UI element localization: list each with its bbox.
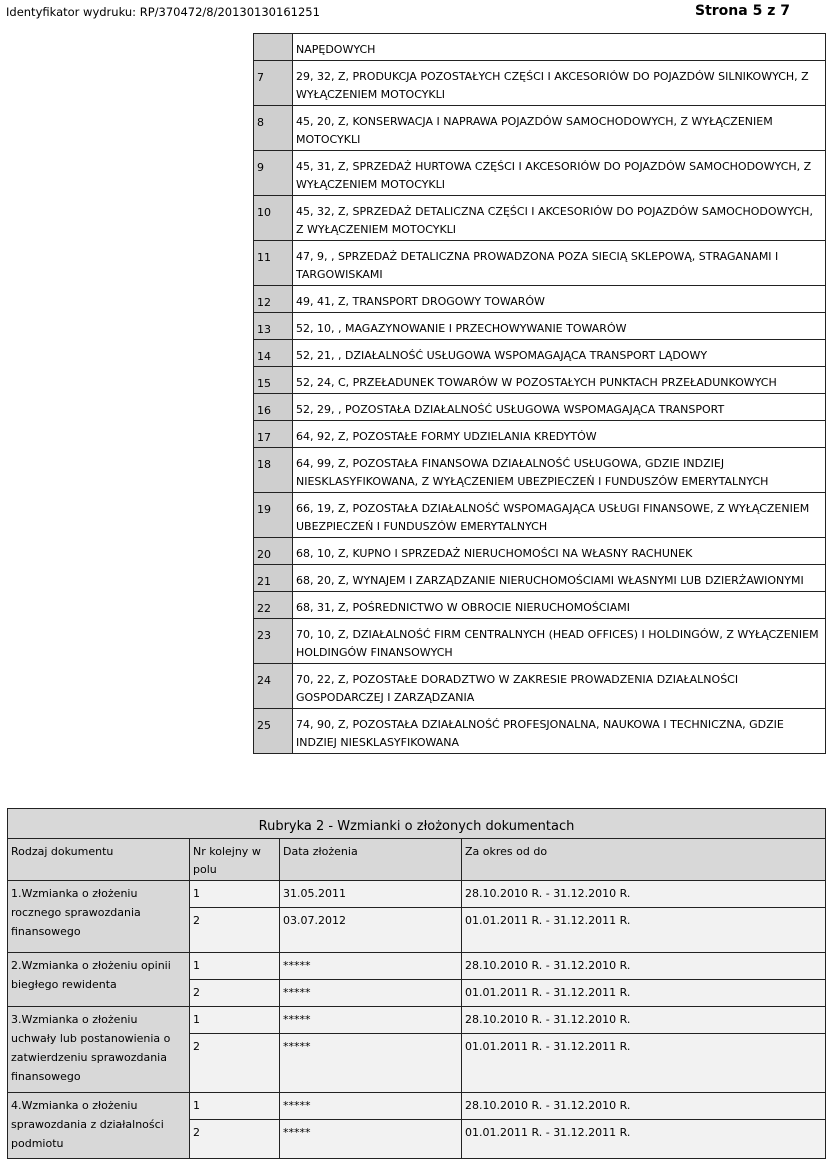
period-range: 01.01.2011 R. - 31.12.2011 R. [462, 908, 826, 953]
filing-date: ***** [280, 1007, 462, 1034]
page-number: Strona 5 z 7 [695, 3, 790, 19]
activity-description: 52, 21, , DZIAŁALNOŚĆ USŁUGOWA WSPOMAGAJĄCA TRANSPORT LĄDOWY [293, 340, 826, 367]
table-row [254, 151, 826, 196]
activity-description: 52, 10, , MAGAZYNOWANIE I PRZECHOWYWANIE TOWARÓW [293, 313, 826, 340]
document-type-label: 3.Wzmianka o złożeniu uchwały lub postanowienia o zatwierdzeniu sprawozdania finansowego [8, 1007, 190, 1093]
table-row [254, 367, 826, 394]
filing-date: ***** [280, 1120, 462, 1159]
activity-description: 45, 31, Z, SPRZEDAŻ HURTOWA CZĘŚCI I AKCESORIÓW DO POJAZDÓW SAMOCHODOWYCH, Z WYŁĄCZENIEM MOTOCYKLI [293, 151, 826, 196]
sequence-number: 2 [190, 908, 280, 953]
sequence-number: 2 [190, 1034, 280, 1093]
row-number: 21 [254, 565, 293, 592]
document-type-label: 4.Wzmianka o złożeniu sprawozdania z działalności podmiotu [8, 1093, 190, 1159]
row-number: 8 [254, 106, 293, 151]
continuation-text: NAPĘDOWYCH [293, 34, 826, 61]
sequence-number: 1 [190, 1093, 280, 1120]
activity-description: 52, 24, C, PRZEŁADUNEK TOWARÓW W POZOSTAŁYCH PUNKTACH PRZEŁADUNKOWYCH [293, 367, 826, 394]
rubryka-2-table [7, 808, 826, 1159]
table-title-row [8, 809, 826, 839]
period-range: 01.01.2011 R. - 31.12.2011 R. [462, 1120, 826, 1159]
rubryka-2-title: Rubryka 2 - Wzmianki o złożonych dokumentach [8, 809, 826, 839]
column-header-document-type: Rodzaj dokumentu [8, 839, 190, 881]
sequence-number: 1 [190, 953, 280, 980]
period-range: 28.10.2010 R. - 31.12.2010 R. [462, 881, 826, 908]
period-range: 28.10.2010 R. - 31.12.2010 R. [462, 953, 826, 980]
activity-description: 66, 19, Z, POZOSTAŁA DZIAŁALNOŚĆ WSPOMAGAJĄCA USŁUGI FINANSOWE, Z WYŁĄCZENIEM UBEZPIECZEŃ I FUNDUSZÓW EMERYTALNYCH [293, 493, 826, 538]
document-type-label: 1.Wzmianka o złożeniu rocznego sprawozdania finansowego [8, 881, 190, 953]
row-number: 16 [254, 394, 293, 421]
table-row [254, 313, 826, 340]
table-row [254, 340, 826, 367]
activity-description: 70, 22, Z, POZOSTAŁE DORADZTWO W ZAKRESIE PROWADZENIA DZIAŁALNOŚCI GOSPODARCZEJ I ZARZĄDZANIA [293, 664, 826, 709]
table-row [254, 565, 826, 592]
column-header-sequence-number: Nr kolejny w polu [190, 839, 280, 881]
row-number: 25 [254, 709, 293, 754]
row-number: 10 [254, 196, 293, 241]
activity-description: 70, 10, Z, DZIAŁALNOŚĆ FIRM CENTRALNYCH (HEAD OFFICES) I HOLDINGÓW, Z WYŁĄCZENIEM HOLDINGÓW FINANSOWYCH [293, 619, 826, 664]
table-row [254, 709, 826, 754]
row-number: 23 [254, 619, 293, 664]
row-number: 18 [254, 448, 293, 493]
filing-date: ***** [280, 980, 462, 1007]
table-row [254, 619, 826, 664]
row-number: 17 [254, 421, 293, 448]
filing-date: ***** [280, 1034, 462, 1093]
row-number: 20 [254, 538, 293, 565]
table-row [254, 61, 826, 106]
pkd-activity-table [253, 33, 826, 754]
table-row [254, 196, 826, 241]
row-number: 14 [254, 340, 293, 367]
activity-description: 68, 20, Z, WYNAJEM I ZARZĄDZANIE NIERUCHOMOŚCIAMI WŁASNYMI LUB DZIERŻAWIONYMI [293, 565, 826, 592]
row-number: 12 [254, 286, 293, 313]
activity-description: 49, 41, Z, TRANSPORT DROGOWY TOWARÓW [293, 286, 826, 313]
table-row [8, 1007, 826, 1034]
row-number: 13 [254, 313, 293, 340]
column-header-period: Za okres od do [462, 839, 826, 881]
print-identifier: Identyfikator wydruku: RP/370472/8/20130130161251 [6, 5, 320, 19]
row-number-cell [254, 34, 293, 61]
table-row [254, 106, 826, 151]
activity-description: 45, 32, Z, SPRZEDAŻ DETALICZNA CZĘŚCI I AKCESORIÓW DO POJAZDÓW SAMOCHODOWYCH, Z WYŁĄCZENIEM MOTOCYKLI [293, 196, 826, 241]
table-row [254, 421, 826, 448]
activity-description: 68, 31, Z, POŚREDNICTWO W OBROCIE NIERUCHOMOŚCIAMI [293, 592, 826, 619]
table-row [254, 538, 826, 565]
table-row [254, 394, 826, 421]
table-row [8, 953, 826, 980]
activity-description: 29, 32, Z, PRODUKCJA POZOSTAŁYCH CZĘŚCI I AKCESORIÓW DO POJAZDÓW SILNIKOWYCH, Z WYŁĄCZENIEM MOTOCYKLI [293, 61, 826, 106]
row-number: 22 [254, 592, 293, 619]
activity-description: 45, 20, Z, KONSERWACJA I NAPRAWA POJAZDÓW SAMOCHODOWYCH, Z WYŁĄCZENIEM MOTOCYKLI [293, 106, 826, 151]
document-type-label: 2.Wzmianka o złożeniu opinii biegłego rewidenta [8, 953, 190, 1007]
period-range: 28.10.2010 R. - 31.12.2010 R. [462, 1093, 826, 1120]
activity-description: 47, 9, , SPRZEDAŻ DETALICZNA PROWADZONA POZA SIECIĄ SKLEPOWĄ, STRAGANAMI I TARGOWISKAMI [293, 241, 826, 286]
column-header-filing-date: Data złożenia [280, 839, 462, 881]
filing-date: 31.05.2011 [280, 881, 462, 908]
activity-description: 64, 99, Z, POZOSTAŁA FINANSOWA DZIAŁALNOŚĆ USŁUGOWA, GDZIE INDZIEJ NIESKLASYFIKOWANA, Z WYŁĄCZENIEM UBEZPIECZEŃ I FUNDUSZÓW EMERYTALNYCH [293, 448, 826, 493]
period-range: 01.01.2011 R. - 31.12.2011 R. [462, 1034, 826, 1093]
table-row [254, 664, 826, 709]
row-number: 11 [254, 241, 293, 286]
activity-description: 52, 29, , POZOSTAŁA DZIAŁALNOŚĆ USŁUGOWA WSPOMAGAJĄCA TRANSPORT [293, 394, 826, 421]
sequence-number: 2 [190, 980, 280, 1007]
activity-description: 74, 90, Z, POZOSTAŁA DZIAŁALNOŚĆ PROFESJONALNA, NAUKOWA I TECHNICZNA, GDZIE INDZIEJ NIESKLASYFIKOWANA [293, 709, 826, 754]
sequence-number: 1 [190, 881, 280, 908]
activity-description: 68, 10, Z, KUPNO I SPRZEDAŻ NIERUCHOMOŚCI NA WŁASNY RACHUNEK [293, 538, 826, 565]
filing-date: 03.07.2012 [280, 908, 462, 953]
table-row [254, 493, 826, 538]
filing-date: ***** [280, 953, 462, 980]
period-range: 01.01.2011 R. - 31.12.2011 R. [462, 980, 826, 1007]
row-number: 19 [254, 493, 293, 538]
sequence-number: 2 [190, 1120, 280, 1159]
table-row [254, 286, 826, 313]
table-row [254, 592, 826, 619]
table-row [254, 241, 826, 286]
filing-date: ***** [280, 1093, 462, 1120]
activity-description: 64, 92, Z, POZOSTAŁE FORMY UDZIELANIA KREDYTÓW [293, 421, 826, 448]
table-row [254, 34, 826, 61]
table-row [8, 881, 826, 908]
column-header-row [8, 839, 826, 881]
row-number: 9 [254, 151, 293, 196]
table-row [254, 448, 826, 493]
table-row [8, 1093, 826, 1120]
row-number: 15 [254, 367, 293, 394]
period-range: 28.10.2010 R. - 31.12.2010 R. [462, 1007, 826, 1034]
row-number: 24 [254, 664, 293, 709]
sequence-number: 1 [190, 1007, 280, 1034]
row-number: 7 [254, 61, 293, 106]
